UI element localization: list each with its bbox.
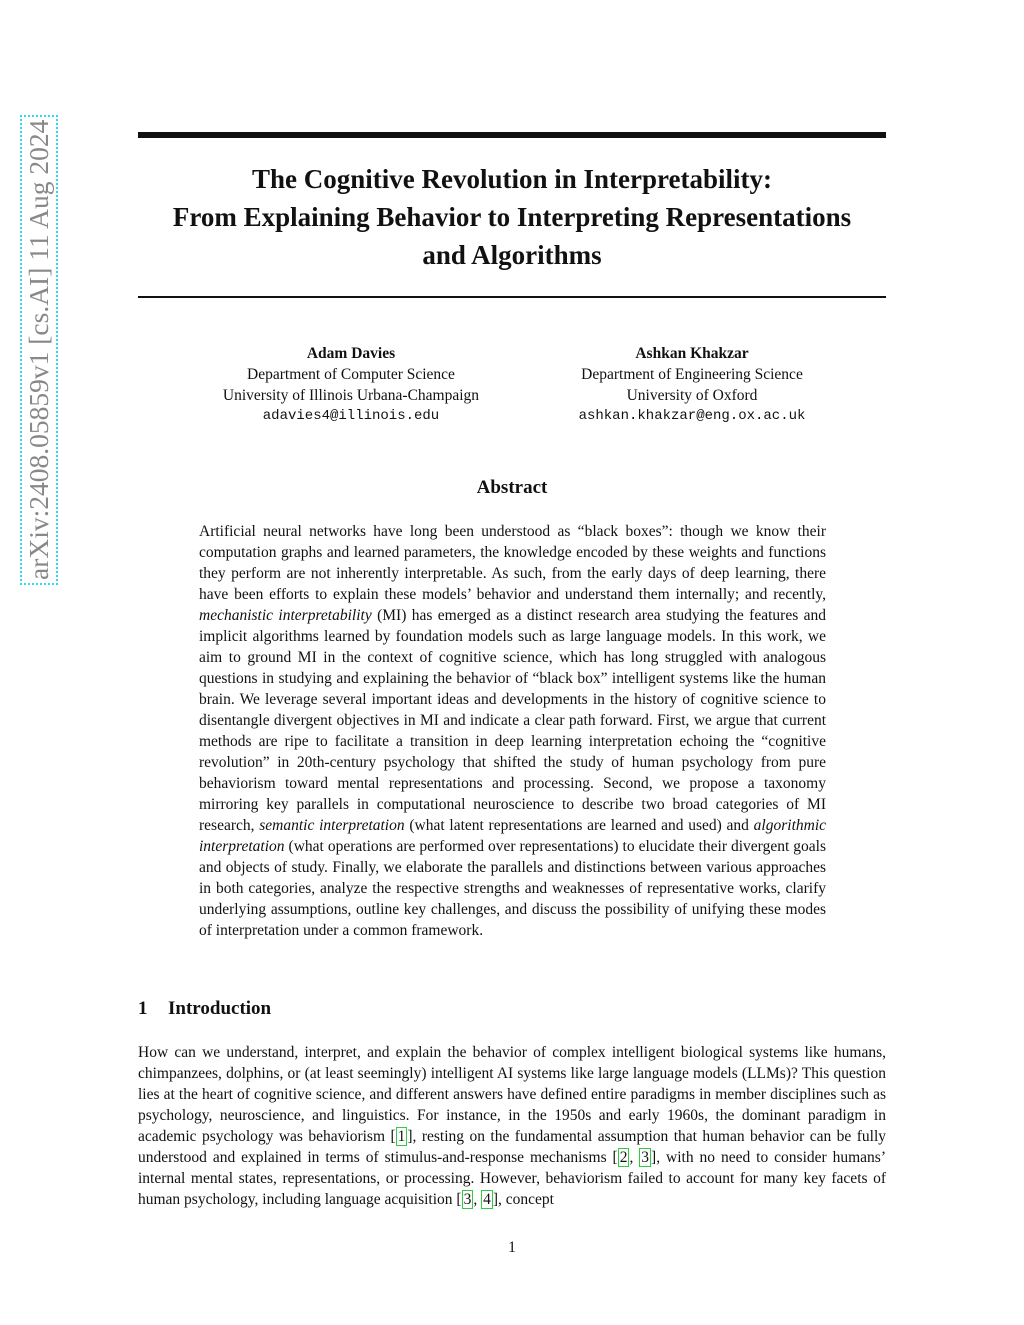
paper-title: [138, 160, 886, 274]
intro-text: ,: [473, 1191, 482, 1208]
author-block: [186, 343, 516, 427]
title-line: and Algorithms: [422, 240, 602, 270]
abstract-emphasis: algorithmic interpretation: [199, 817, 827, 855]
author-email[interactable]: adavies4@illinois.edu: [262, 408, 440, 424]
title-bottom-rule: [138, 296, 886, 298]
abstract-emphasis: mechanistic interpretability: [199, 607, 372, 624]
intro-text: ,: [629, 1149, 640, 1166]
author-department: Department of Computer Science: [247, 366, 455, 383]
citation-link[interactable]: 4: [483, 1191, 491, 1208]
intro-text: How can we understand, interpret, and explain the behavior of complex intelligent biological systems like humans, chimpanzees, dolphins, or (at least seemingly) intelligent AI systems like large language models (LLMs)? This question lies at the heart of cognitive science, and different answers have defined entire paradigms in member disciplines such as psychology, neuroscience, and linguistics. For instance, in the 1950s and early 1960s, the dominant paradigm in academic psychology was behaviorism [: [138, 1044, 886, 1145]
title-line: The Cognitive Revolution in Interpretability:: [251, 164, 772, 194]
author-department: Department of Engineering Science: [581, 366, 803, 383]
title-line: From Explaining Behavior to Interpreting Representations: [172, 202, 852, 232]
arxiv-identifier[interactable]: arXiv:2408.05859v1 [cs.AI] 11 Aug 2024: [20, 115, 58, 585]
citation-link[interactable]: 3: [641, 1149, 650, 1166]
author-name: Adam Davies: [306, 345, 396, 362]
author-name: Ashkan Khakzar: [635, 345, 749, 362]
section-title: Introduction: [168, 998, 272, 1019]
author-email[interactable]: ashkan.khakzar@eng.ox.ac.uk: [578, 408, 806, 424]
abstract-text: (MI) has emerged as a distinct research area studying the features and implicit algorithms learned by foundation models such as large language models. In this work, we aim to ground MI in the context of cognitive science, which has long struggled with analogous questions in studying and explaining the behavior of “black box” intelligent systems like the human brain. We leverage several important ideas and developments in the history of cognitive science to disentangle divergent objectives in MI and indicate a clear path forward. First, we argue that current methods are ripe to facilitate a transition in deep learning interpretation echoing the “cognitive revolution” in 20th-century psychology that shifted the study of human psychology from pure behaviorism toward mental representations and processing. Second, we propose a taxonomy mirroring key parallels in computational neuroscience to describe two broad categories of MI research,: [199, 607, 826, 834]
intro-text: ], concept: [492, 1191, 554, 1208]
author-institution: University of Oxford: [626, 387, 758, 404]
abstract-paragraph: [199, 521, 826, 941]
section-heading: [138, 998, 271, 1020]
intro-text: ], resting on the fundamental assumption that human behavior can be fully understood and explained in terms of stimulus-and-response mechanisms [: [138, 1128, 886, 1166]
author-institution: University of Illinois Urbana-Champaign: [222, 387, 480, 404]
section-number: 1: [138, 998, 148, 1019]
introduction-body: [138, 1042, 886, 1210]
abstract-heading: Abstract: [476, 477, 548, 498]
abstract-body: [199, 521, 826, 941]
citation-link[interactable]: 2: [619, 1149, 628, 1166]
intro-text: ], with no need to consider humans’ internal mental states, representations, or processing. However, behaviorism failed to account for many key facets of human psychology, including language acquisition [: [138, 1149, 886, 1208]
abstract-text: (what operations are performed over representations) to elucidate their divergent goals and objects of study. Finally, we elaborate the parallels and distinctions between various approaches in both categories, analyze the respective strengths and weaknesses of representative works, clarify underlying assumptions, outline key challenges, and discuss the possibility of unifying these modes of interpretation under a common framework.: [199, 838, 826, 939]
page-number: 1: [508, 1239, 516, 1256]
citation-link[interactable]: 1: [397, 1128, 406, 1145]
title-top-rule: [138, 132, 886, 138]
citation-link[interactable]: 3: [463, 1191, 472, 1208]
abstract-text: Artificial neural networks have long been understood as “black boxes”: though we know their computation graphs and learned parameters, the knowledge encoded by these weights and functions they perform are not inherently interpretable. As such, from the early days of deep learning, there have been efforts to explain these models’ behavior and understand them internally; and recently,: [199, 523, 826, 603]
abstract-text: (what latent representations are learned and used) and: [404, 817, 754, 834]
introduction-paragraph: [138, 1042, 886, 1210]
abstract-emphasis: semantic interpretation: [259, 817, 405, 834]
author-block: [527, 343, 857, 427]
